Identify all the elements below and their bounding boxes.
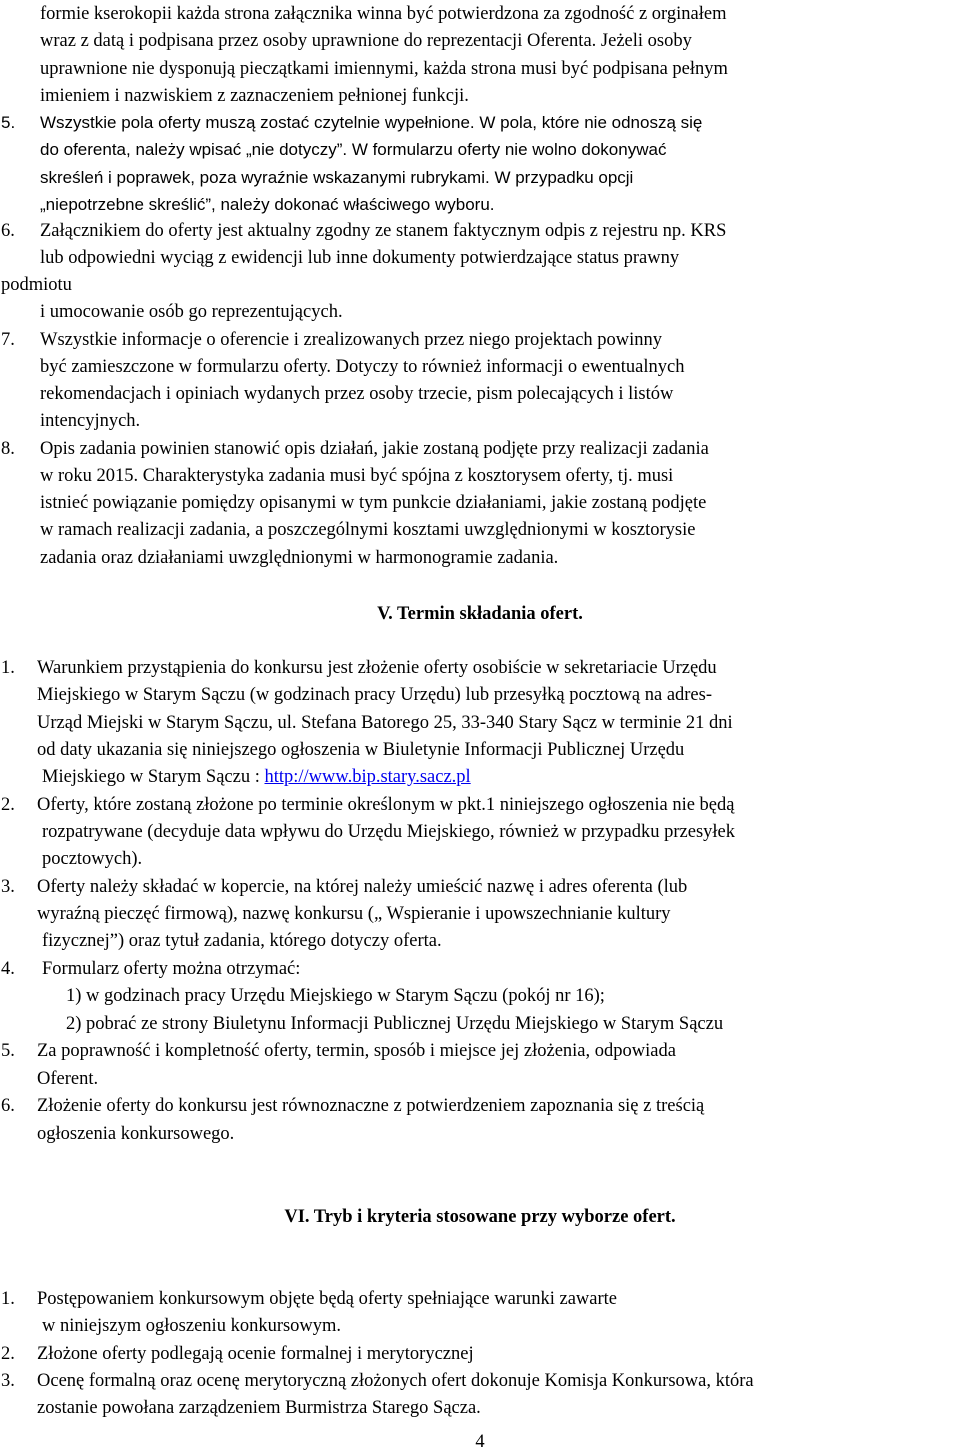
rule-line: Wszystkie pola oferty muszą zostać czytelnie wypełnione. W pola, które nie odnoszą się <box>40 113 703 132</box>
item-line: Ocenę formalną oraz ocenę merytoryczną złożonych ofert dokonuje Komisja Konkursowa, która <box>37 1371 754 1391</box>
rule-line: i umocowanie osób go reprezentujących. <box>40 302 343 322</box>
item-line: Za poprawność i kompletność oferty, termin, sposób i miejsce jej złożenia, odpowiada <box>37 1041 676 1061</box>
item-text: Miejskiego w Starym Sączu : <box>42 767 265 787</box>
list-number: 6. <box>1 1096 15 1116</box>
rule-line: rekomendacjach i opiniach wydanych przez osoby trzecie, pism polecających i listów <box>40 384 674 404</box>
page-number: 4 <box>475 1432 485 1452</box>
list-number: 4. <box>1 959 15 979</box>
rule-line: skreśleń i poprawek, poza wyraźnie wskazanymi rubrykami. W przypadku opcji <box>40 168 634 187</box>
sub-item-line: 1) w godzinach pracy Urzędu Miejskiego w Starym Sączu (pokój nr 16); <box>66 986 605 1006</box>
list-number: 2. <box>1 795 15 815</box>
intro-line: uprawnione nie dysponują pieczątkami imiennymi, każda strona musi być podpisana pełnym <box>40 59 728 79</box>
item-line <box>37 710 943 737</box>
item-line: Warunkiem przystąpienia do konkursu jest złożenie oferty osobiście w sekretariacie Urzędu <box>37 658 717 678</box>
item-line: rozpatrywane (decyduje data wpływu do Urzędu Miejskiego, również w przypadku przesyłek <box>42 822 735 842</box>
list-number: 7. <box>1 330 15 350</box>
item-line: Miejskiego w Starym Sączu (w godzinach pracy Urzędu) lub przesyłką pocztową na adres- <box>37 685 713 705</box>
section-heading: V. Termin składania ofert. <box>377 604 583 624</box>
item-line: Oferent. <box>37 1069 99 1089</box>
item-line <box>42 764 471 791</box>
item-line: wyraźną pieczęć firmową), nazwę konkursu („ Wspieranie i upowszechnianie kultury <box>37 904 671 924</box>
address-part: Urząd Miejski w Starym Sączu, ul. Stefana Batorego 25, 33-340 Stary Sącz w terminie 21 dni <box>37 713 733 733</box>
rule-line: Wszystkie informacje o oferencie i zrealizowanych przez niego projektach powinny <box>40 330 663 350</box>
rule-line: podmiotu <box>1 275 72 295</box>
rule-line: intencyjnych. <box>40 411 141 431</box>
item-line: Oferty należy składać w kopercie, na której należy umieścić nazwę i adres oferenta (lub <box>37 877 688 897</box>
rule-line: „niepotrzebne skreślić”, należy dokonać właściwego wyboru. <box>40 195 495 214</box>
list-number: 6. <box>1 221 15 241</box>
sub-item-line: 2) pobrać ze strony Biuletynu Informacji Publicznej Urzędu Miejskiego w Starym Sączu <box>66 1014 724 1034</box>
rule-line: być zamieszczone w formularzu oferty. Dotyczy to również informacji o ewentualnych <box>40 357 685 377</box>
rule-line: zadania oraz działaniami uwzględnionymi w harmonogramie zadania. <box>40 548 559 568</box>
rule-line: w roku 2015. Charakterystyka zadania musi być spójna z kosztorysem oferty, tj. musi <box>40 466 674 486</box>
item-line: pocztowych). <box>42 849 143 869</box>
rule-line: Opis zadania powinien stanowić opis działań, jakie zostaną podjęte przy realizacji zadania <box>40 439 709 459</box>
item-line: ogłoszenia konkursowego. <box>37 1124 235 1144</box>
list-number: 1. <box>1 658 15 678</box>
item-line: fizycznej”) oraz tytuł zadania, którego dotyczy oferta. <box>42 931 442 951</box>
intro-line: wraz z datą i podpisana przez osoby uprawnione do reprezentacji Oferenta. Jeżeli osoby <box>40 31 692 51</box>
list-number: 3. <box>1 877 15 897</box>
rule-line: w ramach realizacji zadania, a poszczególnymi kosztami uwzględnionymi w kosztorysie <box>40 520 696 540</box>
intro-line: imieniem i nazwiskiem z zaznaczeniem pełnionej funkcji. <box>40 86 469 106</box>
section-heading: VI. Tryb i kryteria stosowane przy wyborze ofert. <box>284 1207 676 1227</box>
item-line: Formularz oferty można otrzymać: <box>42 959 301 979</box>
bip-link[interactable]: http://www.bip.stary.sacz.pl <box>264 767 471 787</box>
rule-line: lub odpowiedni wyciąg z ewidencji lub inne dokumenty potwierdzające status prawny <box>40 248 680 268</box>
item-line: Oferty, które zostaną złożone po terminie określonym w pkt.1 niniejszego ogłoszenia nie będą <box>37 795 735 815</box>
list-number: 5. <box>1 113 16 132</box>
item-line: zostanie powołana zarządzeniem Burmistrza Starego Sącza. <box>37 1398 481 1418</box>
rule-line: Załącznikiem do oferty jest aktualny zgodny ze stanem faktycznym odpis z rejestru np. KRS <box>40 221 727 241</box>
list-number: 2. <box>1 1344 15 1364</box>
rule-line: istnieć powiązanie pomiędzy opisanymi w tym punkcie działaniami, jakie zostaną podjęte <box>40 493 707 513</box>
list-number: 8. <box>1 439 15 459</box>
item-line: Złożone oferty podlegają ocenie formalnej i merytorycznej <box>37 1344 474 1364</box>
rule-line: do oferenta, należy wpisać „nie dotyczy”. W formularzu oferty nie wolno dokonywać <box>40 140 667 159</box>
item-line: w niniejszym ogłoszeniu konkursowym. <box>42 1316 342 1336</box>
list-number: 1. <box>1 1289 15 1309</box>
item-line: od daty ukazania się niniejszego ogłoszenia w Biuletynie Informacji Publicznej Urzędu <box>37 740 685 760</box>
item-line: Postępowaniem konkursowym objęte będą oferty spełniające warunki zawarte <box>37 1289 617 1309</box>
list-number: 3. <box>1 1371 15 1391</box>
item-line: Złożenie oferty do konkursu jest równoznaczne z potwierdzeniem zapoznania się z treścią <box>37 1096 705 1116</box>
intro-line: formie kserokopii każda strona załącznika winna być potwierdzona za zgodność z orginałem <box>40 4 727 24</box>
list-number: 5. <box>1 1041 15 1061</box>
